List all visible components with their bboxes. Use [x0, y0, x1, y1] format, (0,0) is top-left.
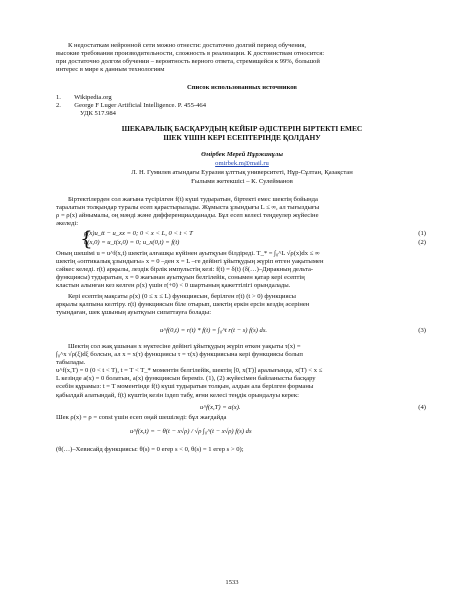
page-number: 1533	[225, 579, 239, 586]
text-line: шектің «оптикалық ұзындығы» x = 0 –ден x = L –ге дейінгі ұйытқудың жүріп өтген уақытымен	[56, 258, 324, 266]
equation-number: (2)	[418, 239, 426, 246]
text-line: высокие требования производительности, сложность в реализации. К достоинствам относится:	[56, 50, 325, 58]
affiliation: Л. Н. Гумилев атындағы Еуразия ұлттық университеті, Нұр-Сұлтан, Қазақстан	[131, 169, 353, 176]
references-list	[56, 94, 428, 118]
text-line: кластын алынған кез келген ρ(x) үшін r(+0) < 0 шартының қажеттілігі орындалады.	[56, 282, 291, 290]
text-line: L кезінде a(x) = 0 болатын, a(x) функциясын береміз. (1), (2) жүйесімен байланысты басқару	[56, 375, 316, 383]
text-line: Кері есептің мақсаты ρ(x) (0 ≤ x ≤ L) функциясын, берілген r(t) (t > 0) функциясы	[68, 293, 296, 300]
text-line: Шек ρ(x) = ρ = const үшін есеп оңай шешіледі: бұл жағдайда	[56, 414, 227, 421]
udk-code: УДК 517.984	[80, 110, 116, 118]
equation-text: u^f(x,t) = − θ(t − x√ρ) / √ρ ∫₀^(t − x√ρ) f(s) ds	[130, 428, 252, 435]
reference-number: 1.	[56, 94, 61, 101]
reference-item	[56, 102, 428, 110]
equation-text: u(x,0) = u_t(x,0) = 0; u_x(0,t) = f(t)	[84, 239, 180, 246]
article-title	[56, 124, 428, 142]
text-line: при достаточно долгом обучении – вероятность верного ответа, стремящейся к 99%, большой	[56, 58, 320, 66]
text-line: К недостаткам нейронной сети можно отнести: достаточно долгий период обучения,	[68, 42, 307, 49]
equation-5	[130, 428, 426, 436]
equation-number: (4)	[418, 404, 426, 411]
text-line: ∫₀^x √ρ(ξ)dξ болсын, ал x = x(τ) функциясы τ = τ(x) функциясына кері функциясы болып	[56, 351, 303, 359]
paragraph-2	[56, 250, 428, 290]
text-line: (θ(…)–Хевисайд функциясы: θ(s) = 0 егер s < 0, θ(s) = 1 егер s > 0);	[56, 446, 244, 453]
text-line: арқылы қалпына келтіру. r(t) функциясын біле отырып, шектің еркін ерсін кездің әсерінен	[56, 301, 310, 309]
paragraph-1	[56, 196, 428, 228]
supervisor: Ғылыми жетекшісі – К. Сулейманов	[191, 178, 293, 185]
article-title-line: ШЕКАРАЛЫҚ БАСҚАРУДЫҢ КЕЙБІР ӘДІСТЕРІН БІРТЕКТІ ЕМЕС	[121, 124, 363, 133]
equation-number: (3)	[418, 327, 426, 334]
equation-4	[200, 404, 426, 412]
text-line: функциясы) тудыратын, x = 0 жағынан ауытқуын белгілейік, сонымен қатар кері есептің	[56, 274, 305, 282]
equation-text: u^f(0,t) = r(t) * f(t) = ∫₀^t r(t − s) f(s) ds.	[160, 327, 268, 334]
paragraph-4	[56, 343, 428, 400]
equation-3	[160, 327, 426, 335]
author-email-line	[56, 160, 428, 168]
text-line: әкеледі:	[56, 220, 79, 228]
reference-number: 2.	[56, 102, 61, 110]
text-line: Оның шешімі u = u^f(x,t) шектің алғашқы күйінен ауытқуын білдіреді. T_* = ∫₀^L √ρ(x)dx ≤ ∞	[56, 250, 320, 257]
text-line: табылады.	[56, 359, 86, 367]
equation-2	[84, 239, 426, 247]
author-name: Өмірбек Мерей Нұржанұлы	[201, 151, 283, 158]
equation-text: u^f(x,T) = a(x).	[200, 404, 241, 411]
text-line: қабылдай алатындай, f(t) күштің кезін іздеп табу, яғни келесі теңдік орындалуы керек:	[56, 391, 299, 399]
paragraph-5	[56, 414, 428, 422]
equation-1	[84, 230, 426, 238]
reference-text: Wikipedia.org	[74, 94, 112, 101]
article-title-line: ШЕК ҮШІН КЕРІ ЕСЕПТЕРІНДЕ ҚОЛДАНУ	[163, 133, 321, 142]
references-title: Список использованных источников	[187, 84, 297, 91]
text-line: интерес в мире к данным технологиям	[56, 66, 165, 74]
text-line: есебін құрамыз: t = T моментінде f(t) күші тудыратын толқын, алдын ала берілген форманы	[56, 383, 314, 391]
paragraph-3	[56, 293, 428, 317]
text-line: Шектің сол жақ ұшынан x нүктесіне дейінгі ұйытқудың жүріп өткен уақыты τ(x) =	[68, 343, 301, 350]
text-line: Біртектілерден сол жағына түсірілген f(t) күші тудыратын, біртекті емес шектің бойында	[68, 196, 318, 203]
equation-number: (1)	[418, 230, 426, 237]
text-line: u^f(x,T) = 0 (0 < t < T), t = T < T_* моментін белгілейік, шектің [0, x(T)] аралығында, x(T) < x ≤	[56, 367, 323, 375]
paragraph-6	[56, 446, 428, 454]
intro-paragraph	[56, 42, 428, 74]
system-brace: {	[80, 226, 93, 250]
author-email-link[interactable]: omirbek.m@mail.ru	[215, 160, 269, 167]
text-line: ρ = ρ(x) айнымалы, оң мәнді және дифференциалданады. Бұл есеп келесі теңдеулер жүйесіне	[56, 212, 319, 220]
text-line: туындаған, шек ұшының ауытқуын сипаттауға болады:	[56, 309, 212, 317]
reference-text: George F Luger Artificial Intelligence. P. 455-464	[74, 102, 206, 110]
text-line: таралатын толқындар туралы есеп қарастырылады. Жұмыста ұзындығы L ≤ ∞, ал тығыздығы	[56, 204, 320, 212]
reference-item	[56, 94, 428, 102]
equation-text: ρ(x)u_tt − u_xx = 0; 0 < x < L, 0 < t < T	[84, 230, 193, 237]
text-line: сәйкес келеді. r(t) арқылы, лездік бірлік импульстің кезі: f(t) = δ(t) (δ(…)–Диракның дельта-	[56, 266, 314, 274]
